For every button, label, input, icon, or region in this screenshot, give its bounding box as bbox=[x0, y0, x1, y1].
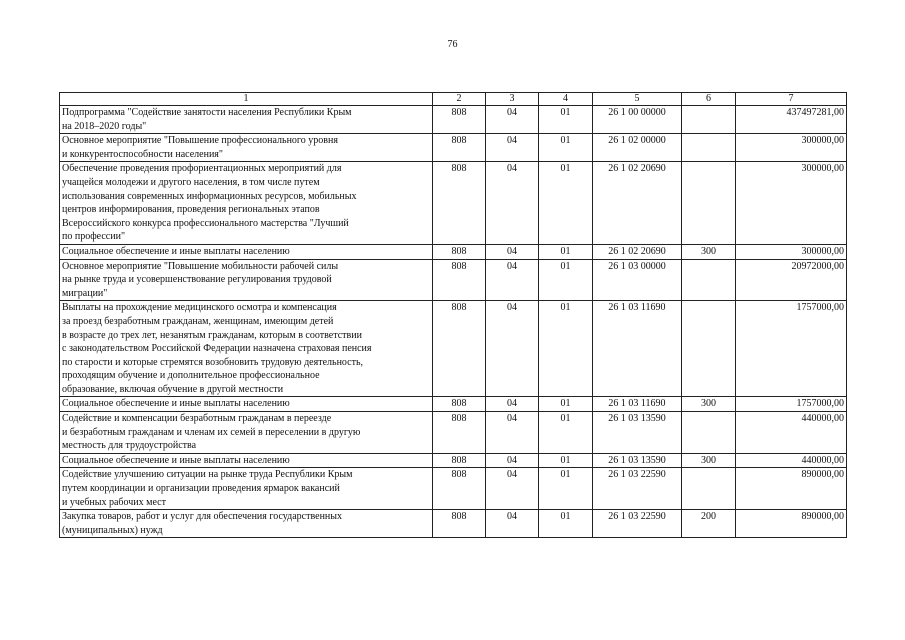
item-name: Обеспечение проведения профориентационных мероприятий для учащейся молодежи и другого населения, в том числе путем использования современных информационных ресурсов, мобильных центров информирования, проведения региональных этапов Всероссийского конкурса профессионального мастерства "Лучший по профессии" bbox=[60, 162, 433, 245]
expense-type: 300 bbox=[682, 397, 736, 412]
amount: 440000,00 bbox=[736, 453, 847, 468]
grbs-code: 808 bbox=[433, 134, 486, 162]
table-row bbox=[60, 453, 847, 468]
header-col-6: 6 bbox=[682, 93, 736, 106]
section-code: 04 bbox=[486, 468, 539, 510]
section-code: 04 bbox=[486, 259, 539, 301]
table-row bbox=[60, 510, 847, 538]
subsection-code: 01 bbox=[539, 134, 593, 162]
grbs-code: 808 bbox=[433, 162, 486, 245]
section-code: 04 bbox=[486, 301, 539, 397]
table-row bbox=[60, 412, 847, 454]
target-article: 26 1 03 13590 bbox=[593, 453, 682, 468]
section-code: 04 bbox=[486, 162, 539, 245]
table-row bbox=[60, 162, 847, 245]
grbs-code: 808 bbox=[433, 468, 486, 510]
expense-type bbox=[682, 301, 736, 397]
grbs-code: 808 bbox=[433, 106, 486, 134]
item-name: Содействие и компенсации безработным гражданам в переезде и безработным гражданам и членам их семей в переселении в другую местность для трудоустройства bbox=[60, 412, 433, 454]
subsection-code: 01 bbox=[539, 244, 593, 259]
item-name: Выплаты на прохождение медицинского осмотра и компенсация за проезд безработным гражданам, женщинам, имеющим детей в возрасте до трех лет, незанятым гражданам, которым в соответствии с законодательством Российской Федерации назначена страховая пенсия по старости и которые стремятся возобновить трудовую деятельность, проходящим обучение и дополнительное профессиональное образование, включая обучение в другой местности bbox=[60, 301, 433, 397]
item-name: Содействие улучшению ситуации на рынке труда Республики Крым путем координации и организации проведения ярмарок вакансий и учебных рабочих мест bbox=[60, 468, 433, 510]
expense-type bbox=[682, 259, 736, 301]
target-article: 26 1 02 20690 bbox=[593, 244, 682, 259]
section-code: 04 bbox=[486, 106, 539, 134]
subsection-code: 01 bbox=[539, 397, 593, 412]
budget-table bbox=[59, 92, 847, 538]
page-number: 76 bbox=[447, 39, 458, 50]
amount: 437497281,00 bbox=[736, 106, 847, 134]
table-row bbox=[60, 397, 847, 412]
header-col-5: 5 bbox=[593, 93, 682, 106]
section-code: 04 bbox=[486, 397, 539, 412]
section-code: 04 bbox=[486, 134, 539, 162]
amount: 890000,00 bbox=[736, 468, 847, 510]
subsection-code: 01 bbox=[539, 453, 593, 468]
section-code: 04 bbox=[486, 244, 539, 259]
expense-type bbox=[682, 106, 736, 134]
item-name: Основное мероприятие "Повышение мобильности рабочей силы на рынке труда и усовершенствование регулирования трудовой миграции" bbox=[60, 259, 433, 301]
header-row bbox=[60, 93, 847, 106]
header-col-7: 7 bbox=[736, 93, 847, 106]
subsection-code: 01 bbox=[539, 301, 593, 397]
item-name: Закупка товаров, работ и услуг для обеспечения государственных (муниципальных) нужд bbox=[60, 510, 433, 538]
section-code: 04 bbox=[486, 412, 539, 454]
expense-type: 300 bbox=[682, 453, 736, 468]
item-name: Подпрограмма "Содействие занятости населения Республики Крым на 2018–2020 годы" bbox=[60, 106, 433, 134]
target-article: 26 1 03 13590 bbox=[593, 412, 682, 454]
target-article: 26 1 02 00000 bbox=[593, 134, 682, 162]
grbs-code: 808 bbox=[433, 510, 486, 538]
header-col-1: 1 bbox=[60, 93, 433, 106]
subsection-code: 01 bbox=[539, 468, 593, 510]
expense-type bbox=[682, 412, 736, 454]
section-code: 04 bbox=[486, 510, 539, 538]
item-name: Социальное обеспечение и иные выплаты населению bbox=[60, 244, 433, 259]
target-article: 26 1 03 11690 bbox=[593, 301, 682, 397]
expense-type: 300 bbox=[682, 244, 736, 259]
amount: 440000,00 bbox=[736, 412, 847, 454]
subsection-code: 01 bbox=[539, 412, 593, 454]
amount: 300000,00 bbox=[736, 134, 847, 162]
target-article: 26 1 02 20690 bbox=[593, 162, 682, 245]
grbs-code: 808 bbox=[433, 397, 486, 412]
grbs-code: 808 bbox=[433, 453, 486, 468]
grbs-code: 808 bbox=[433, 301, 486, 397]
table-row bbox=[60, 301, 847, 397]
subsection-code: 01 bbox=[539, 259, 593, 301]
amount: 890000,00 bbox=[736, 510, 847, 538]
target-article: 26 1 03 22590 bbox=[593, 510, 682, 538]
section-code: 04 bbox=[486, 453, 539, 468]
table-row bbox=[60, 468, 847, 510]
expense-type bbox=[682, 134, 736, 162]
table-row bbox=[60, 244, 847, 259]
expense-type bbox=[682, 162, 736, 245]
header-col-3: 3 bbox=[486, 93, 539, 106]
subsection-code: 01 bbox=[539, 106, 593, 134]
amount: 300000,00 bbox=[736, 244, 847, 259]
table-row bbox=[60, 259, 847, 301]
target-article: 26 1 03 00000 bbox=[593, 259, 682, 301]
item-name: Основное мероприятие "Повышение профессионального уровня и конкурентоспособности населения" bbox=[60, 134, 433, 162]
header-col-2: 2 bbox=[433, 93, 486, 106]
amount: 1757000,00 bbox=[736, 301, 847, 397]
expense-type bbox=[682, 468, 736, 510]
target-article: 26 1 03 11690 bbox=[593, 397, 682, 412]
header-col-4: 4 bbox=[539, 93, 593, 106]
item-name: Социальное обеспечение и иные выплаты населению bbox=[60, 397, 433, 412]
subsection-code: 01 bbox=[539, 510, 593, 538]
table-row bbox=[60, 134, 847, 162]
target-article: 26 1 03 22590 bbox=[593, 468, 682, 510]
grbs-code: 808 bbox=[433, 244, 486, 259]
amount: 20972000,00 bbox=[736, 259, 847, 301]
grbs-code: 808 bbox=[433, 259, 486, 301]
target-article: 26 1 00 00000 bbox=[593, 106, 682, 134]
table-row bbox=[60, 106, 847, 134]
amount: 1757000,00 bbox=[736, 397, 847, 412]
subsection-code: 01 bbox=[539, 162, 593, 245]
item-name: Социальное обеспечение и иные выплаты населению bbox=[60, 453, 433, 468]
expense-type: 200 bbox=[682, 510, 736, 538]
grbs-code: 808 bbox=[433, 412, 486, 454]
amount: 300000,00 bbox=[736, 162, 847, 245]
